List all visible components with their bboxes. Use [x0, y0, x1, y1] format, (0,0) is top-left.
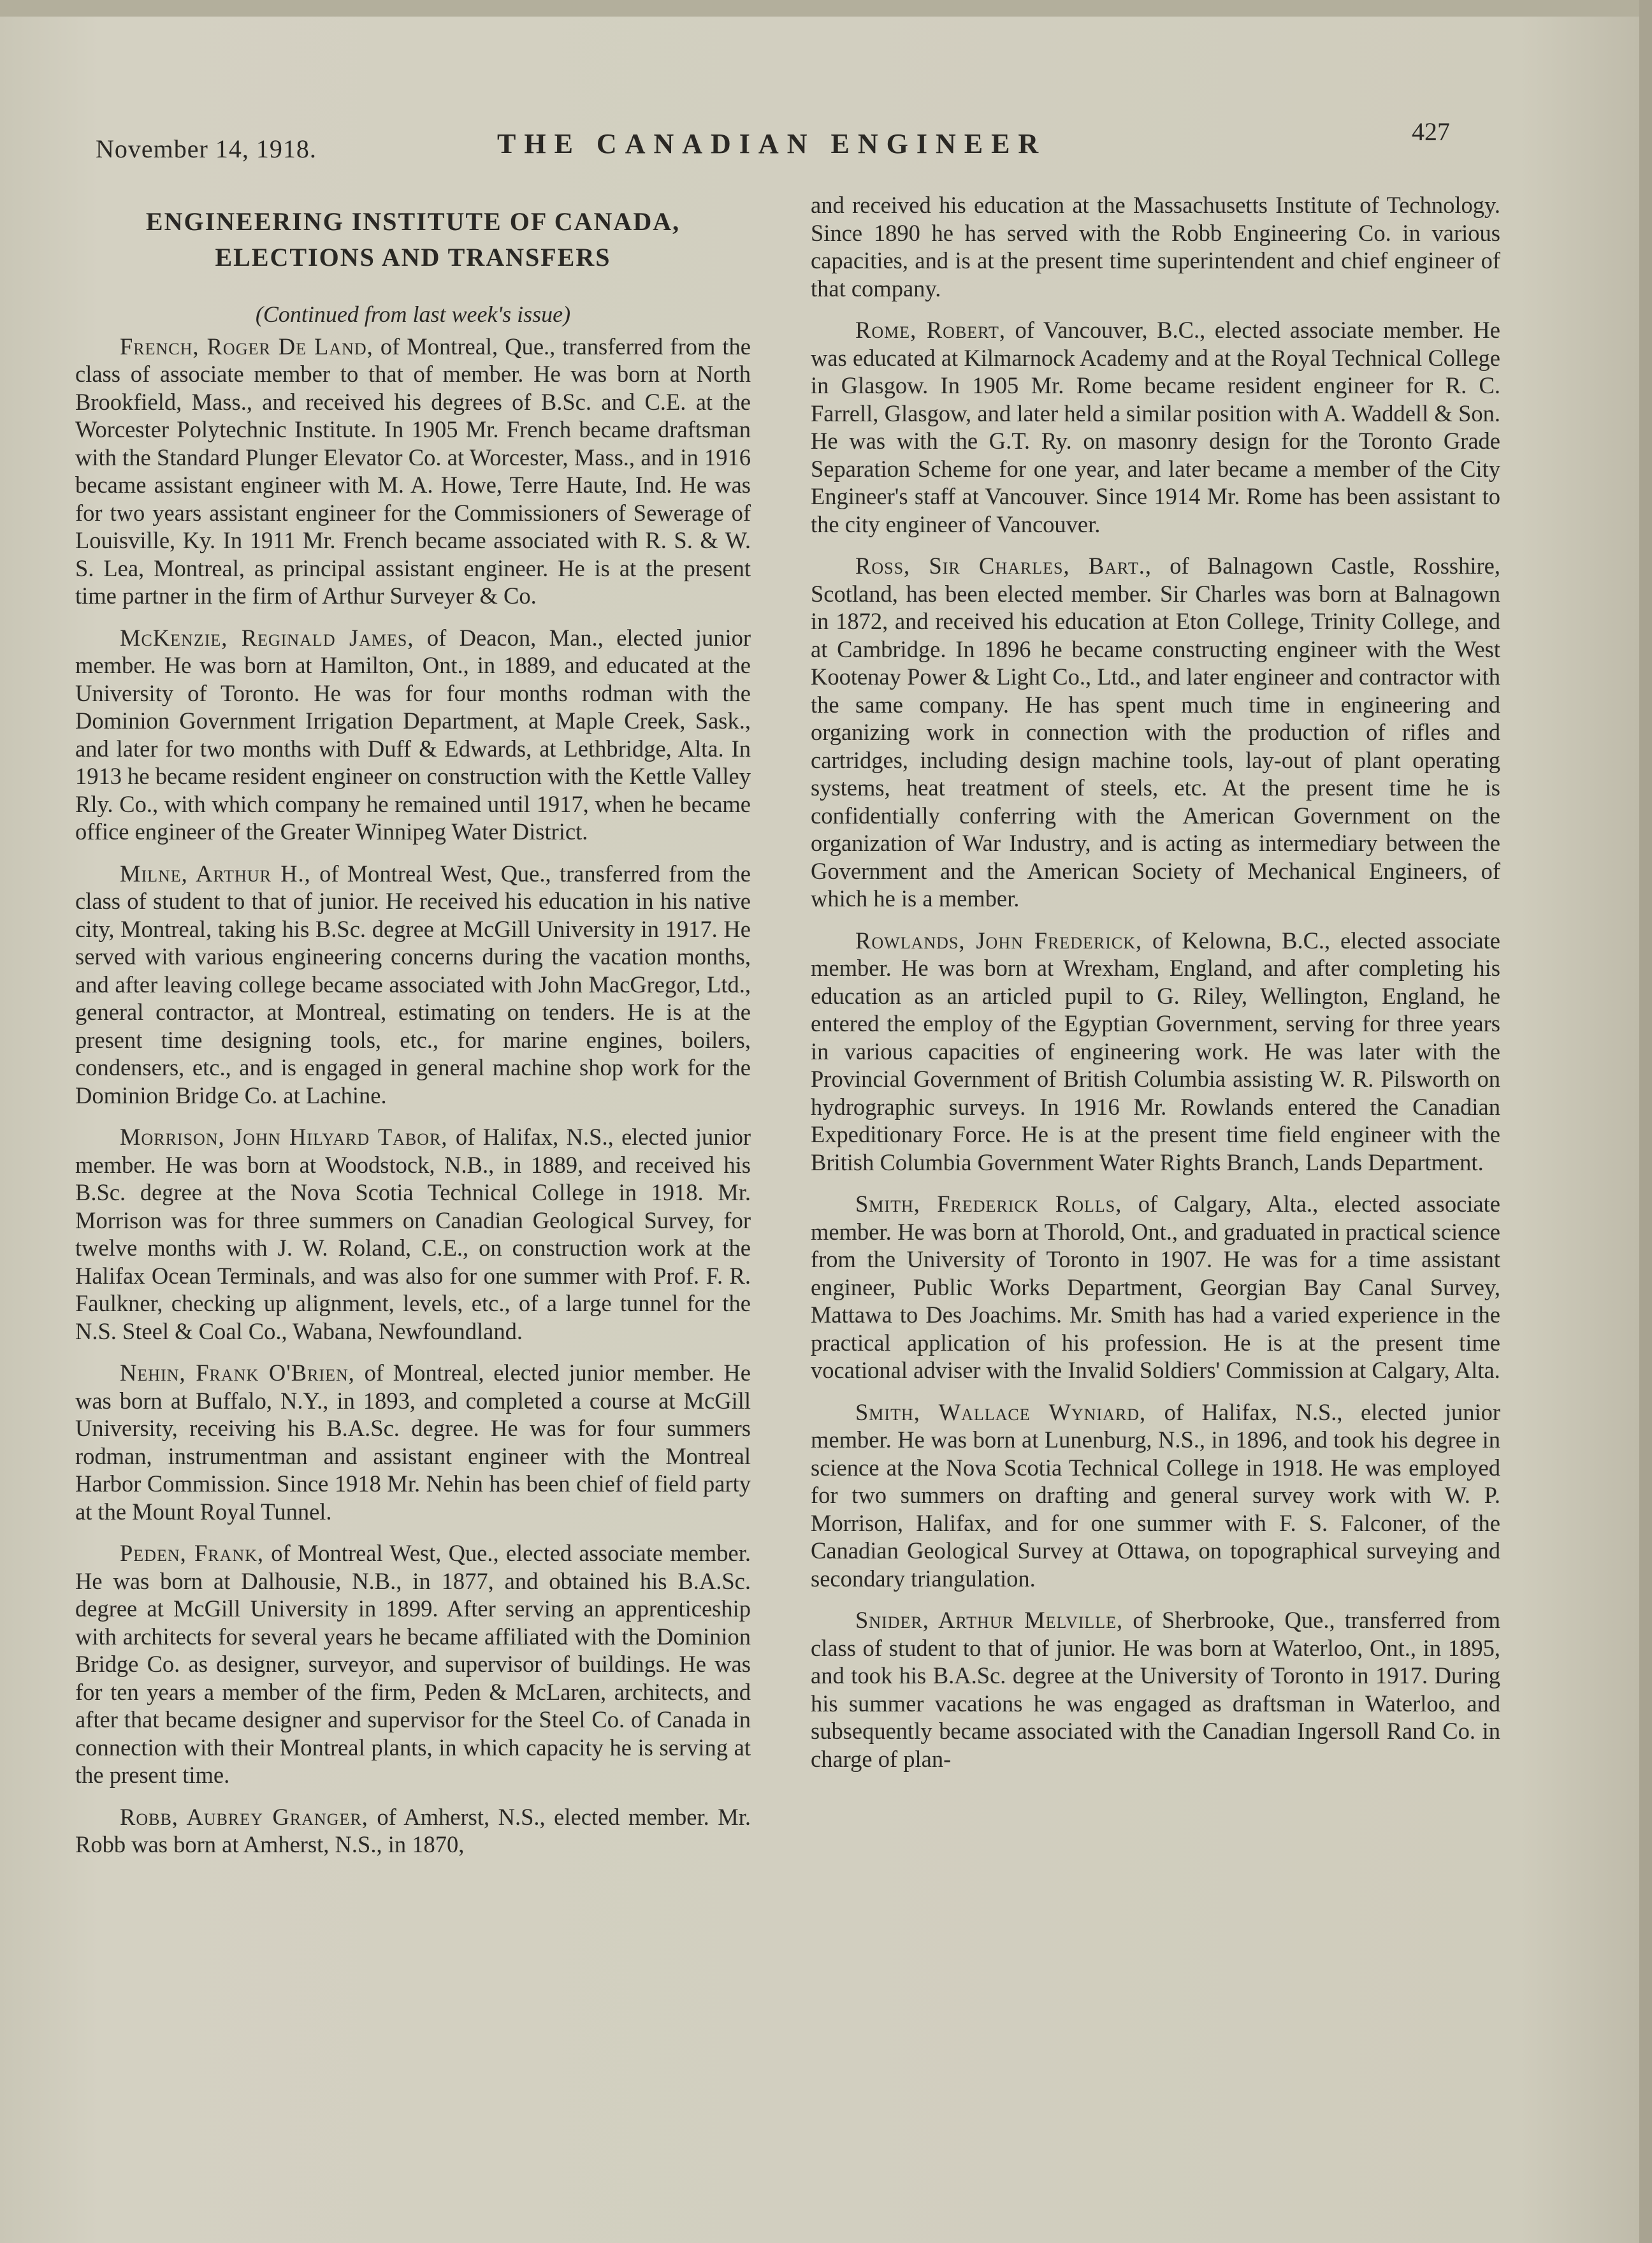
article-title: [75, 204, 751, 275]
member-entry: [811, 316, 1500, 538]
member-name: McKenzie, Reginald James,: [120, 624, 414, 651]
member-name: Smith, Wallace Wyniard,: [855, 1398, 1147, 1425]
member-bio: of Montreal West, Que., elected associate member. He was born at Dalhousie, N.B., in 1877, and obtained his B.A.Sc. degree at McGill University in 1899. After serving an apprenticeship with architects for several years he became affiliated with the Dominion Bridge Co. as designer, surveyor, and supervisor of buildings. He was for ten years a member of the firm, Peden & McLaren, architects, and after that became designer and supervisor for the Steel Co. of Canada in connection with their Montreal plants, in which capacity he is serving at the present time.: [75, 1540, 751, 1788]
article-title-line-2: ELECTIONS AND TRANSFERS: [215, 243, 611, 272]
member-name: Smith, Frederick Rolls,: [855, 1191, 1122, 1217]
member-entry: [75, 1123, 751, 1345]
member-bio: of Deacon, Man., elected junior member. He was born at Hamilton, Ont., in 1889, and educated at the University of Toronto. He was for four months rodman with the Dominion Government Irrigation Department, at Maple Creek, Sask., and later for two months with Duff & Edwards, at Lethbridge, Alta. In 1913 he became resident engineer on construction with the Kettle Valley Rly. Co., with which company he remained until 1917, when he became office engineer of the Greater Winnipeg Water District.: [75, 624, 751, 845]
member-bio: of Montreal, elected junior member. He was born at Buffalo, N.Y., in 1893, and completed a course at McGill University, receiving his B.A.Sc. degree. He was for four summers rodman, instrumentman and assistant engineer with the Montreal Harbor Commission. Since 1918 Mr. Nehin has been chief of field party at the Mount Royal Tunnel.: [75, 1360, 751, 1525]
page-top-edge: [0, 0, 1652, 17]
page-number: 427: [1412, 117, 1450, 146]
member-name: French, Roger De Land,: [120, 333, 373, 359]
member-entry: [75, 624, 751, 846]
member-entry: [811, 552, 1500, 913]
member-entry: [75, 333, 751, 610]
member-bio: of Vancouver, B.C., elected associate member. He was educated at Kilmarnock Academy and at the Royal Technical College in Glasgow. In 1905 Mr. Rome became resident engineer for R. C. Farrell, Glasgow, and later held a similar position with A. Waddell & Son. He was with the G.T. Ry. on masonry design for the Toronto Grade Separation Scheme for one year, and later became a member of the City Engineer's staff at Vancouver. Since 1914 Mr. Rome has been assistant to the city engineer of Vancouver.: [811, 317, 1500, 537]
member-name: Robb, Aubrey Granger,: [120, 1803, 368, 1830]
member-name: Snider, Arthur Melville,: [855, 1607, 1124, 1633]
member-entry: [75, 1359, 751, 1525]
member-name: Milne, Arthur H.,: [120, 860, 311, 887]
member-name: Nehin, Frank O'Brien,: [120, 1360, 355, 1386]
member-name: Ross, Sir Charles, Bart.,: [855, 553, 1152, 579]
page-binding-edge: [1639, 0, 1652, 2243]
member-entry: [811, 1190, 1500, 1384]
member-entry: [75, 1539, 751, 1789]
member-name: Peden, Frank,: [120, 1540, 264, 1566]
continued-entry-text: and received his education at the Massachusetts Institute of Technology. Since 1890 he has served with the Robb Engineering Co. in various capacities, and is at the present time superintendent and chief engineer of that company.: [811, 192, 1500, 301]
member-entry: [811, 1606, 1500, 1773]
right-column: [811, 191, 1500, 1787]
member-name: Rowlands, John Frederick,: [855, 927, 1143, 954]
member-bio: of Halifax, N.S., elected junior member. He was born at Woodstock, N.B., in 1889, and received his B.Sc. degree at the Nova Scotia Technical College in 1918. Mr. Morrison was for three summers on Canadian Geological Survey, for twelve months with J. W. Roland, C.E., on construction work at the Halifax Ocean Terminals, and was also for one summer with Prof. F. R. Faulkner, checking up alignment, levels, etc., of a large tunnel for the N.S. Steel & Coal Co., Wabana, Newfoundland.: [75, 1124, 751, 1344]
member-entry: [811, 1398, 1500, 1593]
member-bio: of Kelowna, B.C., elected associate member. He was born at Wrexham, England, and after completing his education as an articled pupil to G. Riley, Wellington, England, he entered the employ of the Egyptian Government, serving for three years in various capacities of engineering work. He was later with the Provincial Government of British Columbia assisting W. R. Pilsworth on hydrographic surveys. In 1916 Mr. Rowlands entered the Canadian Expeditionary Force. He is at the present time field engineer with the British Columbia Government Water Rights Branch, Lands Department.: [811, 927, 1500, 1175]
left-column: [75, 204, 751, 1873]
member-bio: of Amherst, N.S., elected member. Mr. Robb was born at Amherst, N.S., in 1870,: [75, 1803, 751, 1857]
issue-date: November 14, 1918.: [96, 134, 317, 163]
member-name: Rome, Robert,: [855, 317, 1006, 343]
member-bio: of Montreal, Que., transferred from the class of associate member to that of member. He was born at North Brookfield, Mass., and received his degrees of B.Sc. and C.E. at the Worcester Polytechnic Institute. In 1905 Mr. French became draftsman with the Standard Plunger Elevator Co. at Worcester, Mass., and in 1916 became assistant engineer with M. A. Howe, Terre Haute, Ind. He was for two years assistant engineer for the Commissioners of Sewerage of Louisville, Ky. In 1911 Mr. French became associated with R. S. & W. S. Lea, Montreal, as principal assistant engineer. He is at the present time partner in the firm of Arthur Surveyer & Co.: [75, 333, 751, 609]
member-bio: of Calgary, Alta., elected associate member. He was born at Thorold, Ont., and graduated in practical science from the University of Toronto in 1907. He was for a time assistant engineer, Public Works Department, Georgian Bay Canal Survey, Mattawa to Des Joachims. Mr. Smith has had a varied experience in the practical application of his profession. He is at the present time vocational adviser with the Invalid Soldiers' Commission at Calgary, Alta.: [811, 1191, 1500, 1383]
journal-title: THE CANADIAN ENGINEER: [497, 128, 1047, 159]
member-entry: [75, 1803, 751, 1859]
member-bio: of Halifax, N.S., elected junior member. He was born at Lunenburg, N.S., in 1896, and took his degree in science at the Nova Scotia Technical College in 1918. He was employed for two summers on drafting and general survey work with W. P. Morrison, Halifax, and for one summer with F. S. Falconer, of the Canadian Geological Survey at Ottawa, on topographical surveying and secondary triangulation.: [811, 1398, 1500, 1592]
member-entry: [75, 860, 751, 1110]
member-entry: [811, 927, 1500, 1177]
member-bio: of Montreal West, Que., transferred from the class of student to that of junior. He received his education in his native city, Montreal, taking his B.Sc. degree at McGill University in 1917. He served with various engineering concerns during the vacation months, and after leaving college became associated with John MacGregor, Ltd., general contractor, at Montreal, estimating on tenders. He is at the present time designing tools, etc., for marine engines, boilers, condensers, etc., and is engaged in general machine shop work for the Dominion Bridge Co. at Lachine.: [75, 860, 751, 1108]
member-name: Morrison, John Hilyard Tabor,: [120, 1124, 448, 1150]
continued-note: (Continued from last week's issue): [255, 301, 571, 327]
member-bio: of Sherbrooke, Que., transferred from class of student to that of junior. He was born at Waterloo, Ont., in 1895, and took his B.A.Sc. degree at the University of Toronto in 1917. During his summer vacations he was engaged as draftsman in Waterloo, and subsequently became associated with the Canadian Ingersoll Rand Co. in charge of plan-: [811, 1607, 1500, 1772]
article-title-line-1: ENGINEERING INSTITUTE OF CANADA,: [145, 207, 681, 236]
member-bio: of Balnagown Castle, Rosshire, Scotland, has been elected member. Sir Charles was born at Balnagown in 1872, and received his education at Eton College, Trinity College, and at Cambridge. In 1896 he became constructing engineer with the West Kootenay Power & Light Co., Ltd., and later engineer and contractor with the same company. He has spent much time in engineering and organizing work in connection with the production of rifles and cartridges, including design machine tools, lay-out of plant operating systems, heat treatment of steels, etc. At the present time he is confidentially conferring with the American Government on the organization of War Industry, and is acting as intermediary between the Government and the American Society of Mechanical Engineers, of which he is a member.: [811, 553, 1500, 911]
